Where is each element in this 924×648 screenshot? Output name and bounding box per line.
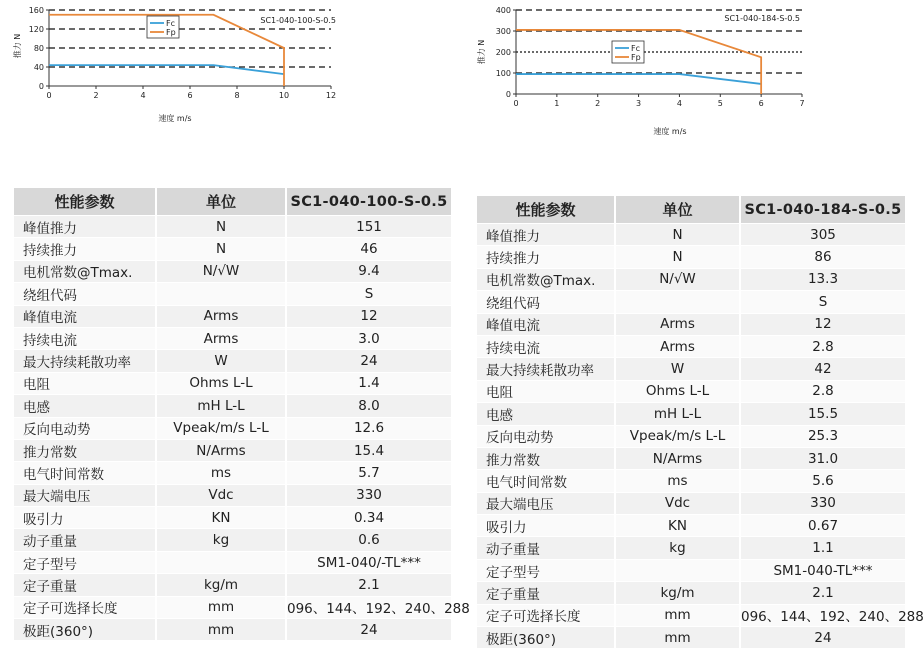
- table-row-stator-weight: [14, 574, 451, 596]
- value-cell: 15.4: [286, 439, 451, 461]
- parameter-cell: 最大持续耗散功率: [477, 358, 615, 380]
- value-cell: S: [740, 291, 905, 313]
- unit-cell: mm: [156, 596, 286, 618]
- unit-cell: Vdc: [615, 492, 740, 514]
- parameter-cell: 电阻: [477, 380, 615, 402]
- value-cell: 5.6: [740, 470, 905, 492]
- table-row-continuous-current: [14, 327, 451, 349]
- value-cell: S: [286, 283, 451, 305]
- value-cell: 2.1: [286, 574, 451, 596]
- parameter-cell: 峰值电流: [14, 305, 156, 327]
- legend-label-fp: Fp: [166, 28, 176, 37]
- unit-cell: Ohms L-L: [615, 380, 740, 402]
- unit-cell: mm: [156, 619, 286, 641]
- table-row-winding-code: [477, 291, 905, 313]
- parameter-cell: 定子可选择长度: [14, 596, 156, 618]
- y-tick-label: 80: [33, 44, 44, 53]
- parameter-cell: 电阻: [14, 372, 156, 394]
- unit-cell: kg: [156, 529, 286, 551]
- table-row-back-emf: [14, 417, 451, 439]
- unit-cell: mH L-L: [615, 403, 740, 425]
- table-header-row: [477, 196, 905, 224]
- unit-cell: Ohms L-L: [156, 372, 286, 394]
- unit-cell: Vpeak/m/s L-L: [615, 425, 740, 447]
- unit-cell: KN: [615, 515, 740, 537]
- y-tick-label: 0: [38, 82, 44, 91]
- unit-cell: W: [615, 358, 740, 380]
- value-cell: 24: [286, 619, 451, 641]
- value-cell: 330: [286, 484, 451, 506]
- unit-cell: Vdc: [156, 484, 286, 506]
- value-cell: 12: [740, 313, 905, 335]
- parameter-cell: 电机常数@Tmax.: [477, 268, 615, 290]
- x-tick-label: 3: [636, 99, 642, 108]
- legend-label-fc: Fc: [166, 19, 175, 28]
- table-row-stator-weight: [477, 582, 905, 604]
- table-row-mover-weight: [477, 537, 905, 559]
- unit-cell: N/√W: [156, 260, 286, 282]
- value-cell: 13.3: [740, 268, 905, 290]
- value-cell: 31.0: [740, 447, 905, 469]
- table-row-resistance: [14, 372, 451, 394]
- unit-cell: Arms: [156, 327, 286, 349]
- chart0-svg: [0, 0, 350, 140]
- header-parameter: 性能参数: [477, 196, 615, 224]
- x-tick-label: 6: [758, 99, 764, 108]
- value-cell: 8.0: [286, 395, 451, 417]
- parameter-cell: 定子型号: [477, 559, 615, 581]
- parameter-cell: 定子可选择长度: [477, 604, 615, 626]
- table-row-peak-current: [477, 313, 905, 335]
- table-row-electrical-time-constant: [477, 470, 905, 492]
- unit-cell: N/Arms: [156, 439, 286, 461]
- value-cell: 12: [286, 305, 451, 327]
- unit-cell: N/√W: [615, 268, 740, 290]
- unit-cell: Arms: [156, 305, 286, 327]
- table-row-peak-force: [477, 224, 905, 246]
- chart-sc1-040-184: [465, 0, 910, 145]
- y-tick-label: 400: [495, 6, 511, 15]
- legend-label-fp: Fp: [631, 53, 641, 62]
- parameter-cell: 反向电动势: [14, 417, 156, 439]
- unit-cell: Arms: [615, 313, 740, 335]
- value-cell: 0.67: [740, 515, 905, 537]
- x-tick-label: 10: [278, 91, 290, 100]
- header-unit: 单位: [615, 196, 740, 224]
- unit-cell: KN: [156, 507, 286, 529]
- header-model: SC1-040-184-S-0.5: [740, 196, 905, 224]
- value-cell: 46: [286, 238, 451, 260]
- chart1-svg: [465, 0, 910, 145]
- y-tick-label: 120: [28, 25, 44, 34]
- parameter-cell: 持续推力: [14, 238, 156, 260]
- legend-label-fc: Fc: [631, 44, 640, 53]
- unit-cell: [615, 559, 740, 581]
- parameter-cell: 定子重量: [477, 582, 615, 604]
- parameter-cell: 极距(360°): [477, 627, 615, 648]
- header-parameter: 性能参数: [14, 188, 156, 216]
- parameter-cell: 持续电流: [14, 327, 156, 349]
- unit-cell: W: [156, 350, 286, 372]
- x-tick-label: 2: [93, 91, 99, 100]
- parameter-cell: 推力常数: [14, 439, 156, 461]
- x-tick-label: 0: [513, 99, 519, 108]
- unit-cell: [156, 551, 286, 573]
- unit-cell: N: [615, 224, 740, 246]
- table-row-continuous-force: [477, 246, 905, 268]
- parameter-cell: 动子重量: [477, 537, 615, 559]
- y-tick-label: 300: [495, 27, 511, 36]
- unit-cell: mm: [615, 604, 740, 626]
- value-cell: 0.34: [286, 507, 451, 529]
- table-row-mover-weight: [14, 529, 451, 551]
- table-row-continuous-force: [14, 238, 451, 260]
- value-cell: 24: [740, 627, 905, 648]
- value-cell: 9.4: [286, 260, 451, 282]
- value-cell: 151: [286, 216, 451, 238]
- y-tick-label: 200: [495, 48, 511, 57]
- value-cell: 0.6: [286, 529, 451, 551]
- value-cell: 2.8: [740, 335, 905, 357]
- value-cell: 25.3: [740, 425, 905, 447]
- unit-cell: Arms: [615, 335, 740, 357]
- value-cell: 096、144、192、240、288: [286, 596, 451, 618]
- unit-cell: kg: [615, 537, 740, 559]
- x-tick-label: 12: [325, 91, 337, 100]
- x-tick-label: 1: [554, 99, 560, 108]
- value-cell: 86: [740, 246, 905, 268]
- unit-cell: mH L-L: [156, 395, 286, 417]
- x-tick-label: 4: [676, 99, 682, 108]
- unit-cell: ms: [156, 462, 286, 484]
- parameter-cell: 最大持续耗散功率: [14, 350, 156, 372]
- value-cell: SM1-040-TL***: [740, 559, 905, 581]
- unit-cell: N: [156, 238, 286, 260]
- y-tick-label: 40: [33, 63, 44, 72]
- unit-cell: ms: [615, 470, 740, 492]
- table-row-inductance: [477, 403, 905, 425]
- table-row-force-constant: [14, 439, 451, 461]
- y-axis-label: 推力 N: [13, 33, 22, 59]
- value-cell: 2.8: [740, 380, 905, 402]
- table-row-max-terminal-voltage: [14, 484, 451, 506]
- parameter-cell: 电感: [477, 403, 615, 425]
- unit-cell: [156, 283, 286, 305]
- parameter-cell: 电感: [14, 395, 156, 417]
- table-row-force-constant: [477, 447, 905, 469]
- table-row-stator-lengths: [477, 604, 905, 626]
- table-row-stator-model: [477, 559, 905, 581]
- value-cell: 15.5: [740, 403, 905, 425]
- parameter-cell: 持续推力: [477, 246, 615, 268]
- table-row-attraction-force: [477, 515, 905, 537]
- unit-cell: N: [615, 246, 740, 268]
- table-row-resistance: [477, 380, 905, 402]
- y-tick-label: 0: [505, 90, 511, 99]
- table-row-max-terminal-voltage: [477, 492, 905, 514]
- x-tick-label: 5: [717, 99, 723, 108]
- value-cell: 096、144、192、240、288: [740, 604, 905, 626]
- parameter-cell: 峰值推力: [14, 216, 156, 238]
- parameter-cell: 绕组代码: [477, 291, 615, 313]
- table-row-motor-constant: [14, 260, 451, 282]
- unit-cell: kg/m: [156, 574, 286, 596]
- value-cell: 3.0: [286, 327, 451, 349]
- parameter-cell: 吸引力: [477, 515, 615, 537]
- spec-table-sc1-040-100: [14, 188, 470, 640]
- parameter-cell: 定子重量: [14, 574, 156, 596]
- value-cell: 12.6: [286, 417, 451, 439]
- x-tick-label: 0: [46, 91, 52, 100]
- parameter-cell: 峰值推力: [477, 224, 615, 246]
- parameter-cell: 电机常数@Tmax.: [14, 260, 156, 282]
- parameter-cell: 最大端电压: [14, 484, 156, 506]
- table-row-stator-model: [14, 551, 451, 573]
- header-unit: 单位: [156, 188, 286, 216]
- table-row-peak-force: [14, 216, 451, 238]
- parameter-cell: 定子型号: [14, 551, 156, 573]
- unit-cell: N/Arms: [615, 447, 740, 469]
- parameter-cell: 电气时间常数: [14, 462, 156, 484]
- table-row-max-dissipation: [14, 350, 451, 372]
- value-cell: 5.7: [286, 462, 451, 484]
- x-axis-label: 速度 m/s: [158, 114, 192, 123]
- unit-cell: kg/m: [615, 582, 740, 604]
- value-cell: 42: [740, 358, 905, 380]
- table-row-attraction-force: [14, 507, 451, 529]
- parameter-cell: 推力常数: [477, 447, 615, 469]
- value-cell: 2.1: [740, 582, 905, 604]
- table-header-row: [14, 188, 451, 216]
- x-axis-label: 速度 m/s: [653, 127, 687, 136]
- x-tick-label: 7: [799, 99, 805, 108]
- value-cell: 305: [740, 224, 905, 246]
- x-tick-label: 4: [140, 91, 146, 100]
- y-tick-label: 100: [495, 69, 511, 78]
- header-model: SC1-040-100-S-0.5: [286, 188, 451, 216]
- table-row-continuous-current: [477, 335, 905, 357]
- chart-sc1-040-100: [0, 0, 350, 140]
- unit-cell: N: [156, 216, 286, 238]
- model-annotation: SC1-040-184-S-0.5: [724, 14, 800, 23]
- parameter-cell: 动子重量: [14, 529, 156, 551]
- value-cell: 330: [740, 492, 905, 514]
- y-tick-label: 160: [28, 6, 44, 15]
- x-tick-label: 2: [595, 99, 601, 108]
- table-row-stator-lengths: [14, 596, 451, 618]
- unit-cell: mm: [615, 627, 740, 648]
- unit-cell: [615, 291, 740, 313]
- parameter-cell: 电气时间常数: [477, 470, 615, 492]
- model-annotation: SC1-040-100-S-0.5: [260, 16, 336, 25]
- value-cell: 1.4: [286, 372, 451, 394]
- x-tick-label: 6: [187, 91, 193, 100]
- value-cell: 24: [286, 350, 451, 372]
- table-row-pole-pitch: [477, 627, 905, 648]
- parameter-cell: 最大端电压: [477, 492, 615, 514]
- parameter-cell: 持续电流: [477, 335, 615, 357]
- spec-table-sc1-040-184: [477, 196, 924, 648]
- table-row-back-emf: [477, 425, 905, 447]
- y-axis-label: 推力 N: [477, 39, 486, 65]
- parameter-cell: 绕组代码: [14, 283, 156, 305]
- value-cell: SM1-040/-TL***: [286, 551, 451, 573]
- table-row-peak-current: [14, 305, 451, 327]
- table-row-max-dissipation: [477, 358, 905, 380]
- x-tick-label: 8: [234, 91, 240, 100]
- table-row-winding-code: [14, 283, 451, 305]
- series-line-fc: [516, 74, 761, 84]
- table-row-motor-constant: [477, 268, 905, 290]
- table-row-electrical-time-constant: [14, 462, 451, 484]
- parameter-cell: 吸引力: [14, 507, 156, 529]
- parameter-cell: 峰值电流: [477, 313, 615, 335]
- parameter-cell: 反向电动势: [477, 425, 615, 447]
- unit-cell: Vpeak/m/s L-L: [156, 417, 286, 439]
- parameter-cell: 极距(360°): [14, 619, 156, 641]
- table-row-inductance: [14, 395, 451, 417]
- value-cell: 1.1: [740, 537, 905, 559]
- table-row-pole-pitch: [14, 619, 451, 641]
